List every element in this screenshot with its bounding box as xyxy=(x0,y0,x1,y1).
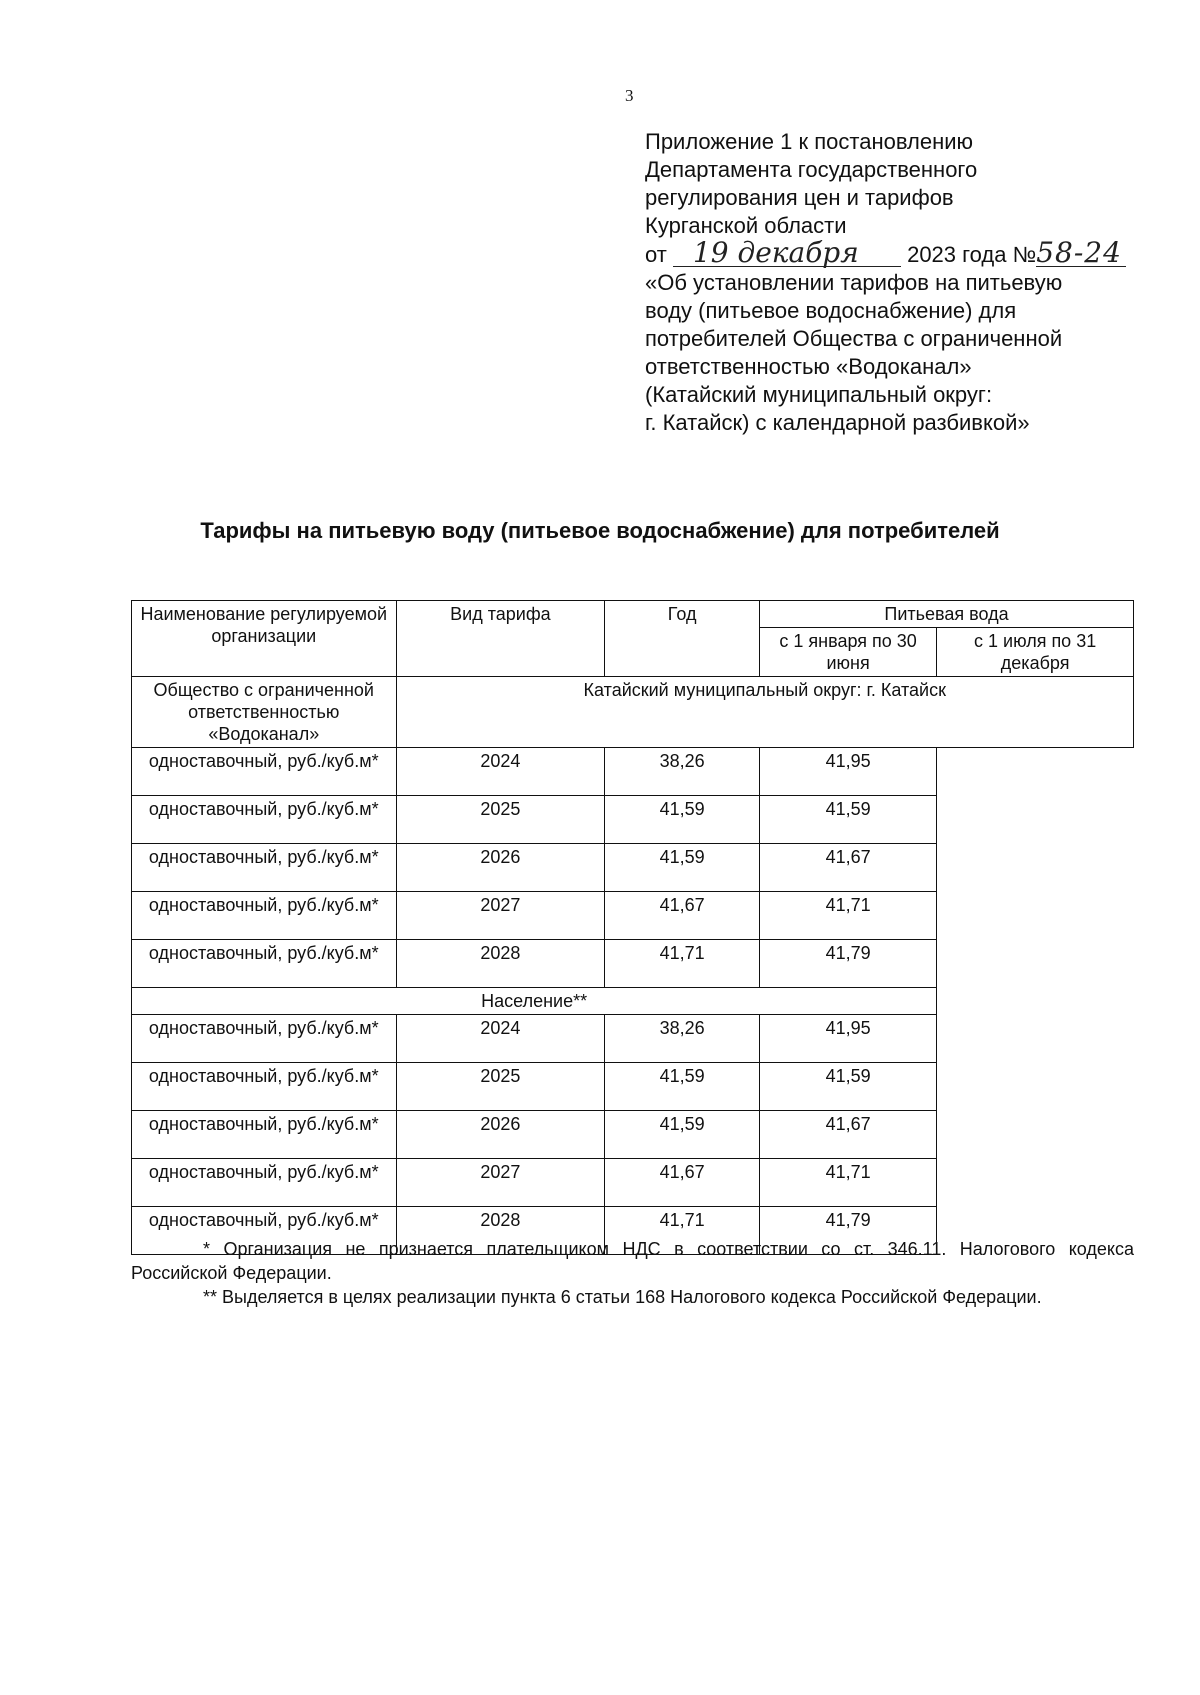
header-period-1: с 1 января по 30 июня xyxy=(760,628,937,677)
period-2-value: 41,79 xyxy=(760,940,937,988)
tariff-type-cell: одноставочный, руб./куб.м* xyxy=(132,844,397,892)
year-cell: 2025 xyxy=(396,796,605,844)
table-row xyxy=(132,844,1134,892)
tariff-type-cell: одноставочный, руб./куб.м* xyxy=(132,1159,397,1207)
resolution-line: потребителей Общества с ограниченной xyxy=(645,326,1063,351)
table-row xyxy=(132,892,1134,940)
footnote: ** Выделяется в целях реализации пункта 6 статьи 168 Налогового кодекса Российской Федерации. xyxy=(203,1287,1042,1307)
table-row xyxy=(132,796,1134,844)
period-2-value: 41,59 xyxy=(760,796,937,844)
tariff-type-cell: одноставочный, руб./куб.м* xyxy=(132,1063,397,1111)
tariff-type-cell: одноставочный, руб./куб.м* xyxy=(132,1015,397,1063)
appendix-line: Департамента государственного xyxy=(645,157,978,182)
header-water: Питьевая вода xyxy=(760,601,1134,628)
period-1-value: 41,71 xyxy=(605,1207,760,1255)
resolution-line: (Катайский муниципальный округ: xyxy=(645,382,993,407)
period-2-value: 41,79 xyxy=(760,1207,937,1255)
appendix-line: Приложение 1 к постановлению xyxy=(645,129,974,154)
appendix-header xyxy=(645,128,1165,437)
year-cell: 2027 xyxy=(396,892,605,940)
tariff-type-cell: одноставочный, руб./куб.м* xyxy=(132,1207,397,1255)
date-prefix: от xyxy=(645,242,667,267)
table-row xyxy=(132,748,1134,796)
handwritten-number: 58-24 xyxy=(1036,240,1126,267)
page-number: 3 xyxy=(625,86,634,105)
year-cell: 2028 xyxy=(396,940,605,988)
period-1-value: 38,26 xyxy=(605,1015,760,1063)
section-title: Население** xyxy=(132,988,937,1015)
resolution-line: воду (питьевое водоснабжение) для xyxy=(645,298,1017,323)
tariff-type-cell: одноставочный, руб./куб.м* xyxy=(132,1111,397,1159)
year-cell: 2024 xyxy=(396,748,605,796)
date-line xyxy=(645,236,1165,269)
period-1-value: 41,59 xyxy=(605,1063,760,1111)
appendix-line: Курганской области xyxy=(645,213,847,238)
tariff-type-cell: одноставочный, руб./куб.м* xyxy=(132,748,397,796)
tariffs-table xyxy=(131,600,1134,1255)
period-1-value: 41,67 xyxy=(605,1159,760,1207)
header-tariff-type: Вид тарифа xyxy=(396,601,605,677)
footnote: * Организация не признается плательщиком НДС в соответствии со ст. 346.11. Налогового кодекса Российской Федерации. xyxy=(131,1239,1134,1283)
handwritten-date: 19 декабря xyxy=(673,240,901,267)
period-1-value: 41,59 xyxy=(605,796,760,844)
period-2-value: 41,95 xyxy=(760,748,937,796)
resolution-line: г. Катайск) с календарной разбивкой» xyxy=(645,410,1030,435)
tariff-type-cell: одноставочный, руб./куб.м* xyxy=(132,892,397,940)
header-year: Год xyxy=(605,601,760,677)
period-1-value: 41,71 xyxy=(605,940,760,988)
resolution-line: ответственностью «Водоканал» xyxy=(645,354,972,379)
table-row xyxy=(132,1015,1134,1063)
period-1-value: 38,26 xyxy=(605,748,760,796)
period-1-value: 41,67 xyxy=(605,892,760,940)
year-cell: 2028 xyxy=(396,1207,605,1255)
tariff-type-cell: одноставочный, руб./куб.м* xyxy=(132,796,397,844)
year-cell: 2026 xyxy=(396,1111,605,1159)
section-title: Катайский муниципальный округ: г. Катайск xyxy=(396,677,1133,748)
period-2-value: 41,71 xyxy=(760,1159,937,1207)
year-cell: 2026 xyxy=(396,844,605,892)
table-header-row xyxy=(132,601,1134,628)
year-cell: 2027 xyxy=(396,1159,605,1207)
footnotes xyxy=(131,1237,1134,1309)
year-text: 2023 года № xyxy=(907,242,1037,267)
tariff-type-cell: одноставочный, руб./куб.м* xyxy=(132,940,397,988)
period-1-value: 41,59 xyxy=(605,844,760,892)
period-2-value: 41,67 xyxy=(760,1111,937,1159)
document-title: Тарифы на питьевую воду (питьевое водоснабжение) для потребителей xyxy=(200,518,1000,543)
period-2-value: 41,59 xyxy=(760,1063,937,1111)
period-2-value: 41,95 xyxy=(760,1015,937,1063)
appendix-line: регулирования цен и тарифов xyxy=(645,185,954,210)
period-2-value: 41,67 xyxy=(760,844,937,892)
year-cell: 2024 xyxy=(396,1015,605,1063)
table-row xyxy=(132,1063,1134,1111)
section-row xyxy=(132,988,1134,1015)
resolution-line: «Об установлении тарифов на питьевую xyxy=(645,270,1063,295)
period-1-value: 41,59 xyxy=(605,1111,760,1159)
header-organization: Наименование регулируемой организации xyxy=(132,601,397,677)
table-row xyxy=(132,1159,1134,1207)
header-period-2: с 1 июля по 31 декабря xyxy=(937,628,1134,677)
table-row xyxy=(132,940,1134,988)
section-row xyxy=(132,677,1134,748)
year-cell: 2025 xyxy=(396,1063,605,1111)
period-2-value: 41,71 xyxy=(760,892,937,940)
table-row xyxy=(132,1111,1134,1159)
organization-cell: Общество с ограниченной ответственностью «Водоканал» xyxy=(132,677,397,748)
